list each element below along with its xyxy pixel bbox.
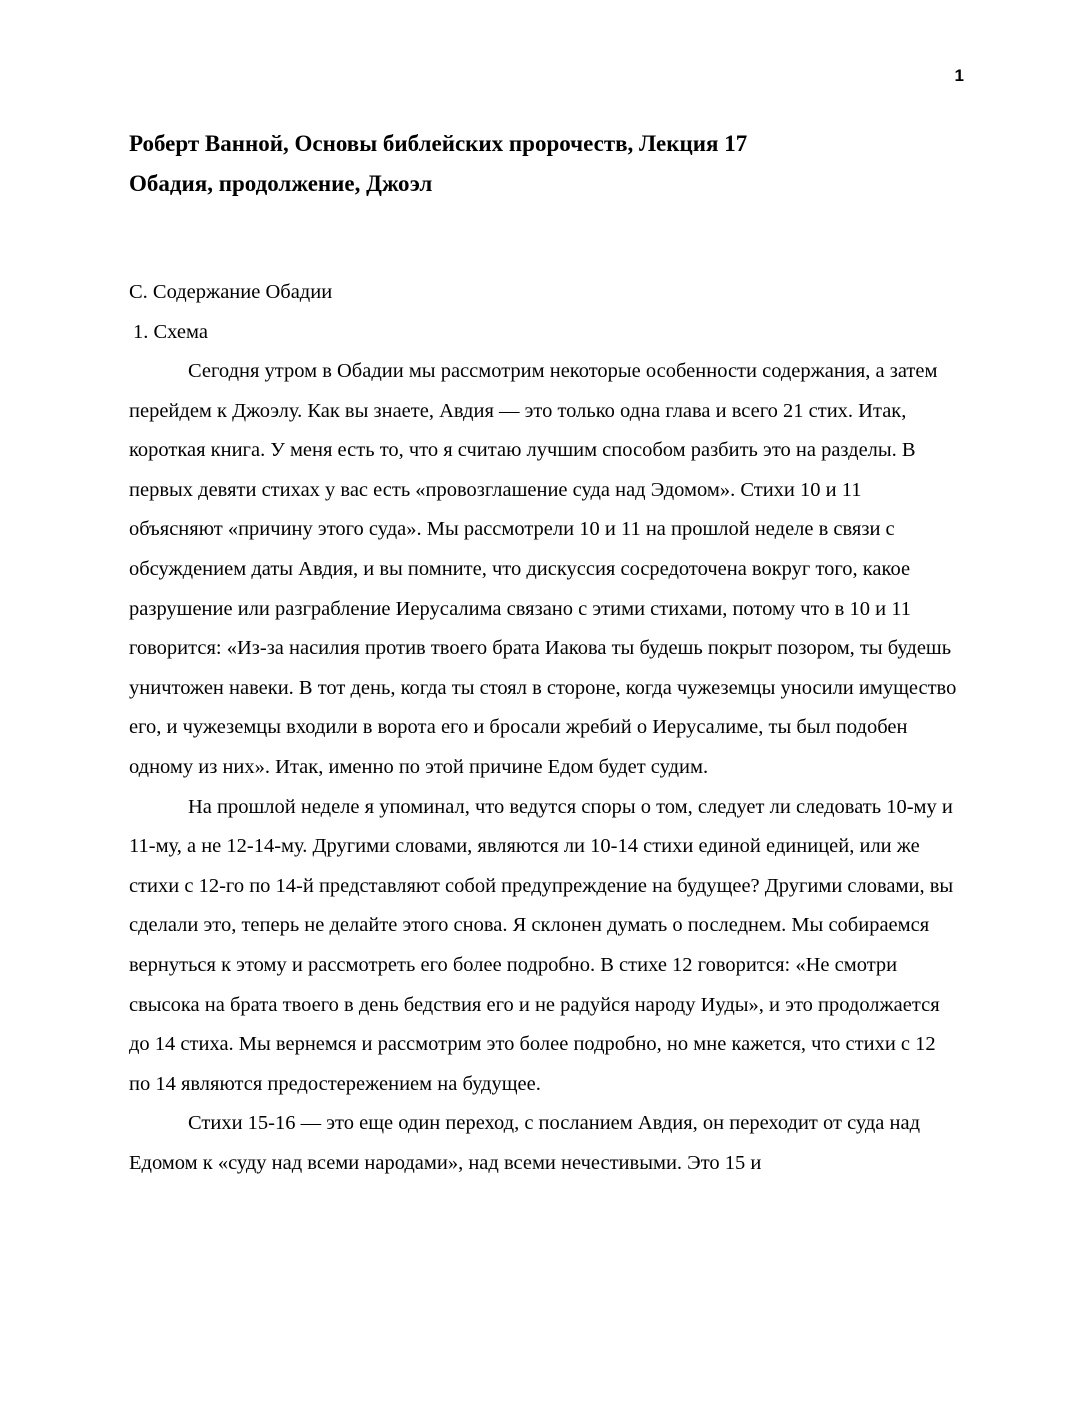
page-number: 1 (954, 66, 964, 85)
paragraph: На прошлой неделе я упоминал, что ведутся споры о том, следует ли следовать 10-му и 11-му, а не 12-14-му. Другими словами, являются ли 10-14 стихи единой единицей, или же стихи с 12-го по 14-й представляют собой предупреждение на будущее? Другими словами, вы сделали это, теперь не делайте этого снова. Я склонен думать о последнем. Мы собираемся вернуться к этому и рассмотреть его более подробно. В стихе 12 говорится: «Не смотри свысока на брата твоего в день бедствия его и не радуйся народу Иуды», и это продолжается до 14 стиха. Мы вернемся и рассмотрим это более подробно, но мне кажется, что стихи с 12 по 14 являются предостережением на будущее. (129, 795, 954, 1095)
paragraph: Сегодня утром в Обадии мы рассмотрим некоторые особенности содержания, а затем перейдем к Джоэлу. Как вы знаете, Авдия — это только одна глава и всего 21 стих. Итак, короткая книга. У меня есть то, что я считаю лучшим способом разбить это на разделы. В первых девяти стихах у вас есть «провозглашение суда над Эдомом». Стихи 10 и 11 объясняют «причину этого суда». Мы рассмотрели 10 и 11 на прошлой неделе в связи с обсуждением даты Авдия, и вы помните, что дискуссия сосредоточена вокруг того, какое разрушение или разграбление Иерусалима связано с этими стихами, потому что в 10 и 11 говорится: «Из-за насилия против твоего брата Иакова ты будешь покрыт позором, ты будешь уничтожен навеки. В тот день, когда ты стоял в стороне, когда чужеземцы уносили имущество его, и чужеземцы входили в ворота его и бросали жребий о Иерусалиме, ты был подобен одному из них». Итак, именно по этой причине Едом будет судим. (129, 360, 957, 778)
section-heading: C. Содержание Обадии (129, 281, 333, 303)
document-body (129, 124, 958, 1183)
document-title: Роберт Ванной, Основы библейских пророчеств, Лекция 17 (129, 131, 748, 156)
paragraph: Стихи 15-16 — это еще один переход, с посланием Авдия, он переходит от суда над Едомом к «суду над всеми народами», над всеми нечестивыми. Это 15 и (129, 1112, 921, 1174)
subsection-heading: 1. Схема (133, 321, 208, 343)
document-subtitle: Обадия, продолжение, Джоэл (129, 171, 433, 196)
